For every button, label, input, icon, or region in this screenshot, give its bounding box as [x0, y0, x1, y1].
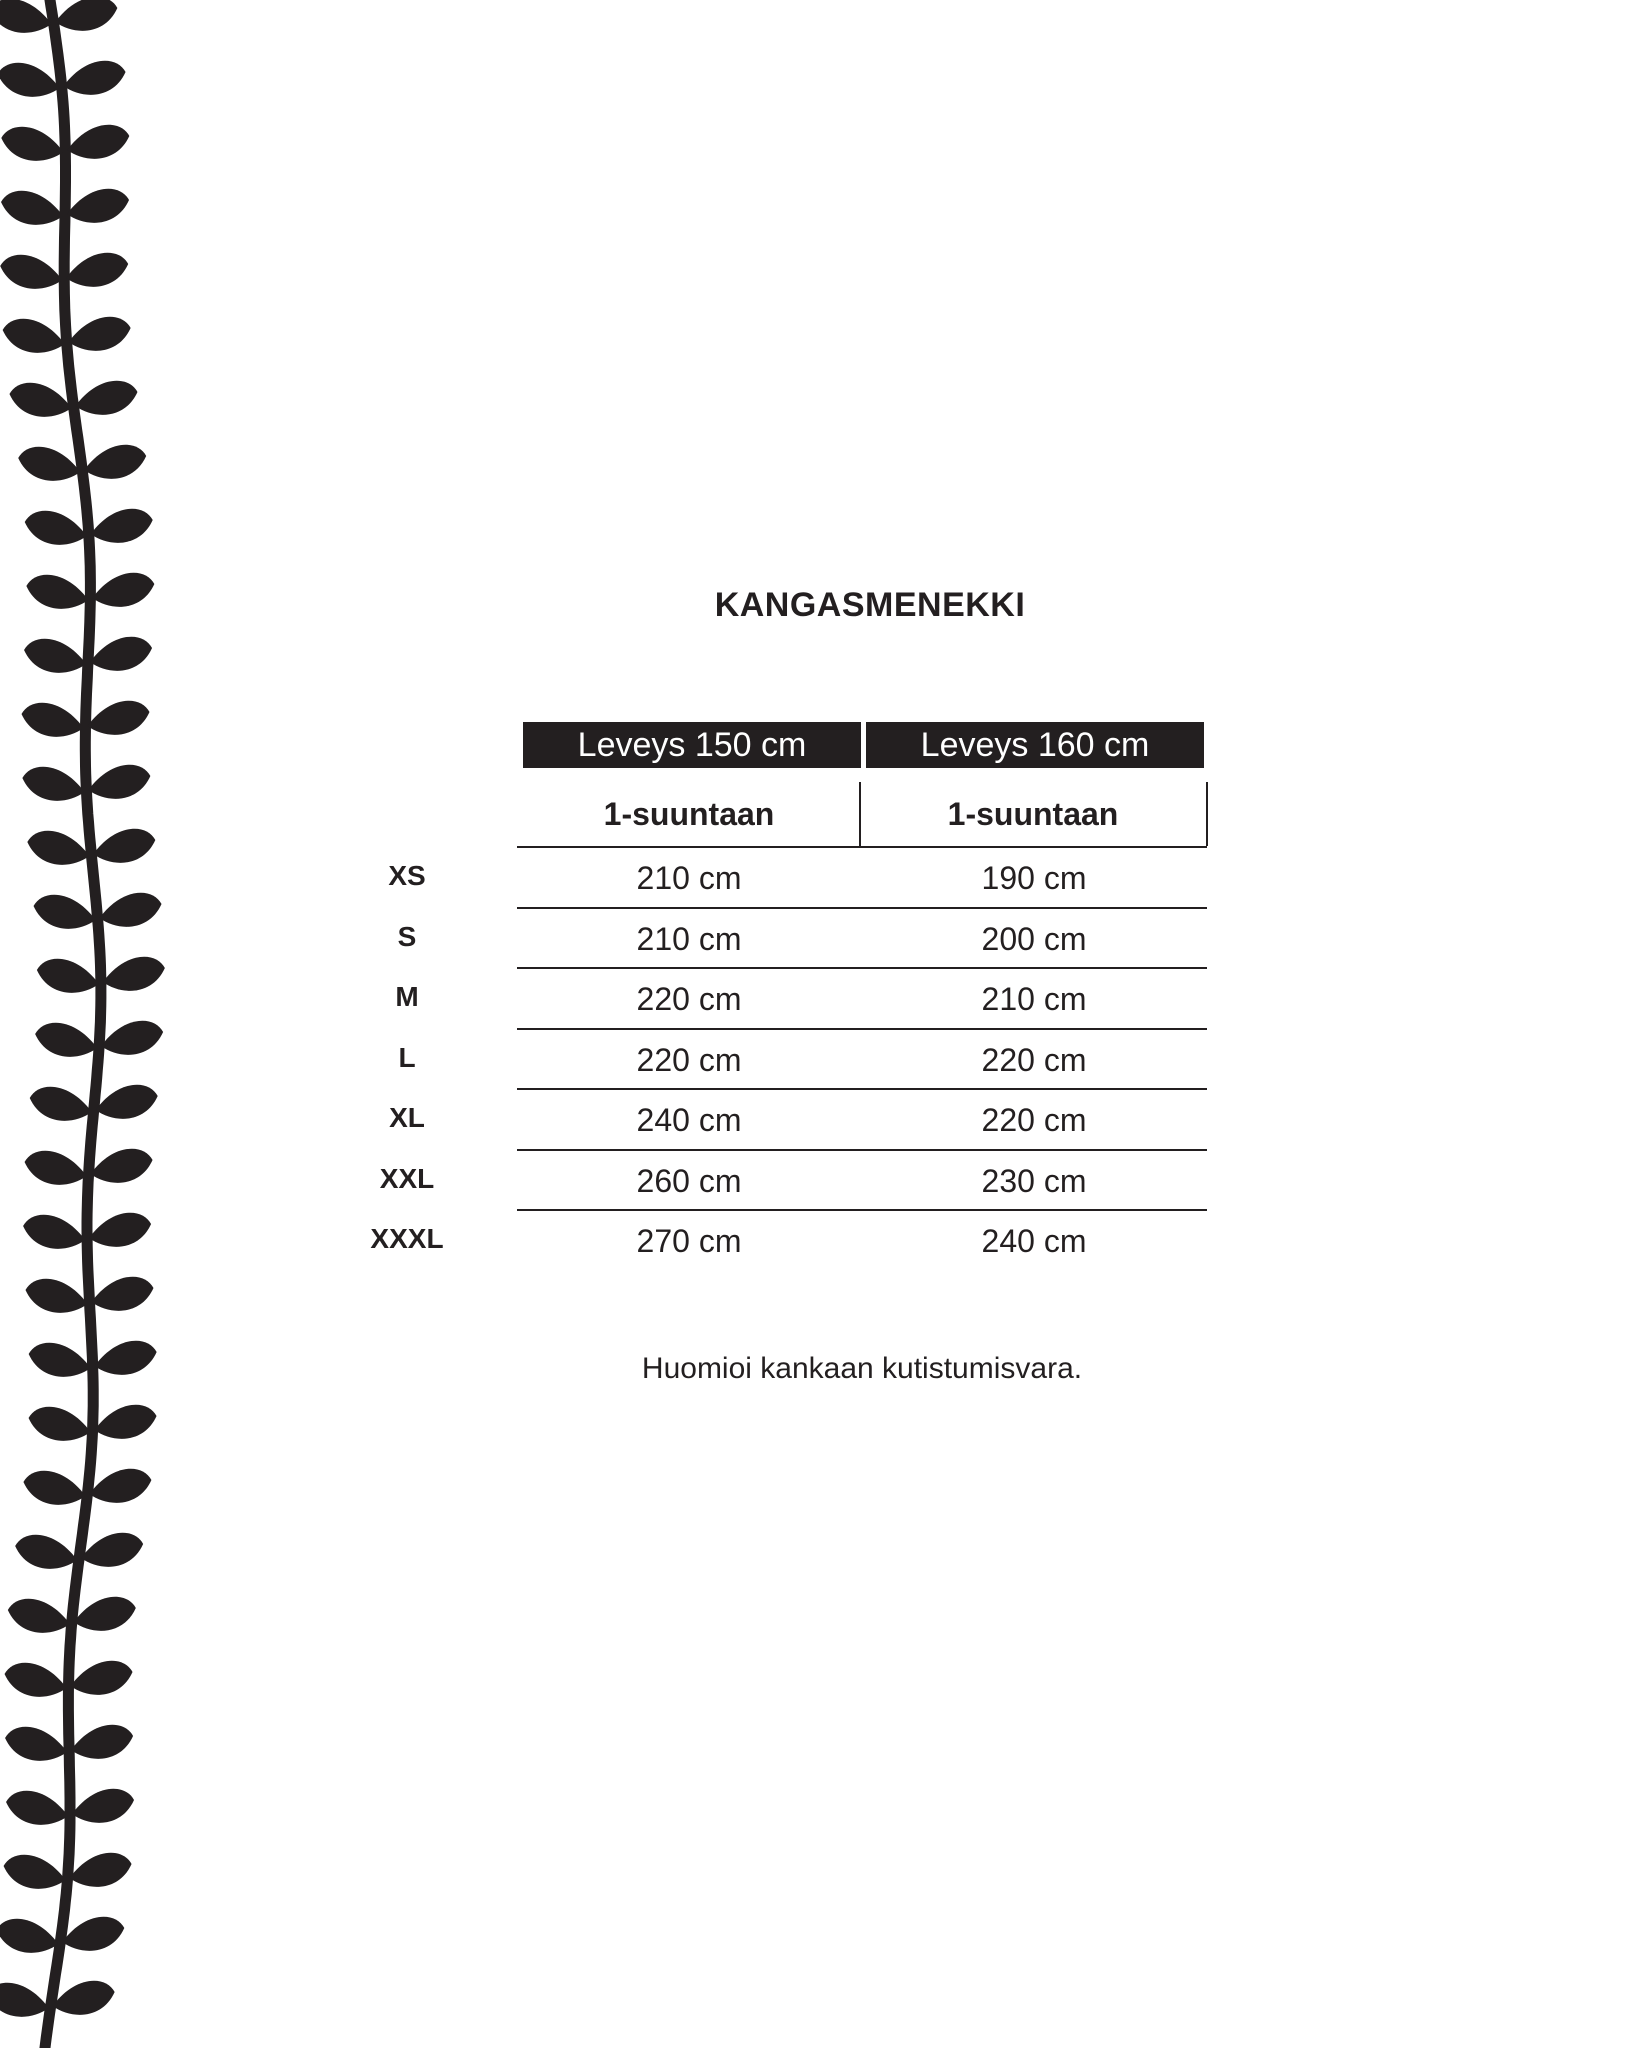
leaf-shape: [0, 255, 62, 289]
leaf-shape: [22, 703, 84, 737]
leaf-shape: [95, 1405, 157, 1439]
leaf-shape: [75, 381, 137, 415]
leaf-shape: [8, 1599, 70, 1633]
fabric-amount-cell: 210 cm: [636, 920, 742, 957]
fabric-amount-cell: 210 cm: [636, 860, 742, 896]
column-divider: [1206, 782, 1208, 846]
leaf-shape: [53, 1981, 115, 2015]
leaf-shape: [0, 1919, 58, 1953]
table-row: [370, 1211, 1207, 1271]
leaf-shape: [29, 1407, 91, 1441]
size-label: XXL: [379, 1162, 435, 1194]
page-title: KANGASMENEKKI: [714, 586, 1026, 624]
leaf-shape: [5, 1727, 67, 1761]
leaf-shape: [88, 701, 150, 735]
leaf-shape: [9, 383, 71, 417]
column-divider: [859, 782, 861, 846]
leaf-shape: [62, 1917, 124, 1951]
fabric-amount-cell: 220 cm: [636, 1041, 742, 1078]
leaf-shape: [4, 1855, 66, 1889]
leaf-shape: [101, 1021, 163, 1055]
fabric-amount-cell: 220 cm: [981, 1041, 1087, 1078]
leaf-shape: [5, 1663, 67, 1697]
leaf-shape: [25, 1279, 87, 1313]
leaf-shape: [100, 893, 162, 927]
leaf-shape: [67, 189, 129, 223]
leaf-shape: [91, 1149, 153, 1183]
column-header-width-160: Leveys 160 cm: [866, 722, 1204, 768]
leaf-shape: [66, 253, 128, 287]
table-row: [395, 969, 1207, 1029]
leaf-vine-icon: [0, 0, 190, 2048]
leaf-shape: [18, 447, 80, 481]
leaf-shape: [23, 1471, 85, 1505]
table-row: [389, 1090, 1207, 1150]
leaf-shape: [93, 829, 155, 863]
leaf-shape: [89, 1469, 151, 1503]
leaf-shape: [103, 957, 165, 991]
leaf-shape: [74, 1597, 136, 1631]
leaf-shape: [89, 1213, 151, 1247]
leaf-shape: [91, 509, 153, 543]
leaf-shape: [23, 1215, 85, 1249]
leaf-shape: [88, 765, 150, 799]
size-label: XL: [389, 1102, 425, 1133]
leaf-shape: [81, 1533, 143, 1567]
fabric-amount-cell: 260 cm: [636, 1162, 742, 1199]
fabric-amount-cell: 230 cm: [981, 1162, 1087, 1199]
leaf-shape: [22, 767, 84, 801]
shrinkage-note: Huomioi kankaan kutistumisvara.: [641, 1352, 1083, 1385]
fabric-amount-cell: 240 cm: [636, 1102, 742, 1138]
table-row: [397, 909, 1207, 969]
leaf-shape: [72, 1789, 134, 1823]
leaf-shape: [34, 895, 96, 929]
leaf-shape: [24, 639, 86, 673]
fabric-amount-cell: 270 cm: [636, 1223, 742, 1259]
leaf-shape: [96, 1085, 158, 1119]
leaf-shape: [27, 831, 89, 865]
size-label: XS: [388, 860, 426, 891]
fabric-amount-cell: 200 cm: [981, 920, 1087, 957]
fabric-amount-cell: 240 cm: [981, 1223, 1087, 1259]
leaf-shape: [25, 511, 87, 545]
leaf-shape: [3, 319, 65, 353]
leaf-shape: [1, 191, 63, 225]
size-label: M: [395, 981, 419, 1012]
size-label: L: [398, 1041, 416, 1073]
leaf-shape: [55, 0, 117, 31]
leaf-shape: [69, 317, 131, 351]
leaf-shape: [6, 1791, 68, 1825]
column-header-width-150: Leveys 150 cm: [523, 722, 861, 768]
leaf-shape: [64, 61, 126, 95]
fabric-amount-cell: 210 cm: [981, 981, 1087, 1017]
leaf-shape: [37, 959, 99, 993]
leaf-shape: [70, 1853, 132, 1887]
leaf-shape: [84, 445, 146, 479]
leaf-shape: [71, 1725, 133, 1759]
fabric-amount-cell: 190 cm: [981, 860, 1087, 896]
fabric-amount-cell: 220 cm: [981, 1102, 1087, 1138]
column-subheader-width-160: 1-suuntaan: [947, 796, 1119, 832]
leaf-shape: [71, 1661, 133, 1695]
leaf-shape: [91, 1277, 153, 1311]
leaf-shape: [30, 1087, 92, 1121]
size-label: S: [397, 920, 417, 952]
leaf-shape: [67, 125, 129, 159]
table-row: [398, 1030, 1207, 1090]
leaf-shape: [0, 1983, 49, 2017]
leaf-shape: [35, 1023, 97, 1057]
column-subheader-width-150: 1-suuntaan: [603, 796, 775, 832]
table-row: [379, 1151, 1207, 1211]
fabric-amount-cell: 220 cm: [636, 981, 742, 1017]
leaf-shape: [15, 1535, 77, 1569]
size-label: XXXL: [370, 1223, 444, 1254]
table-row: [388, 848, 1207, 908]
leaf-shape: [90, 637, 152, 671]
leaf-shape: [0, 63, 60, 97]
leaf-shape: [0, 0, 51, 33]
leaf-shape: [25, 1151, 87, 1185]
leaf-shape: [1, 127, 63, 161]
